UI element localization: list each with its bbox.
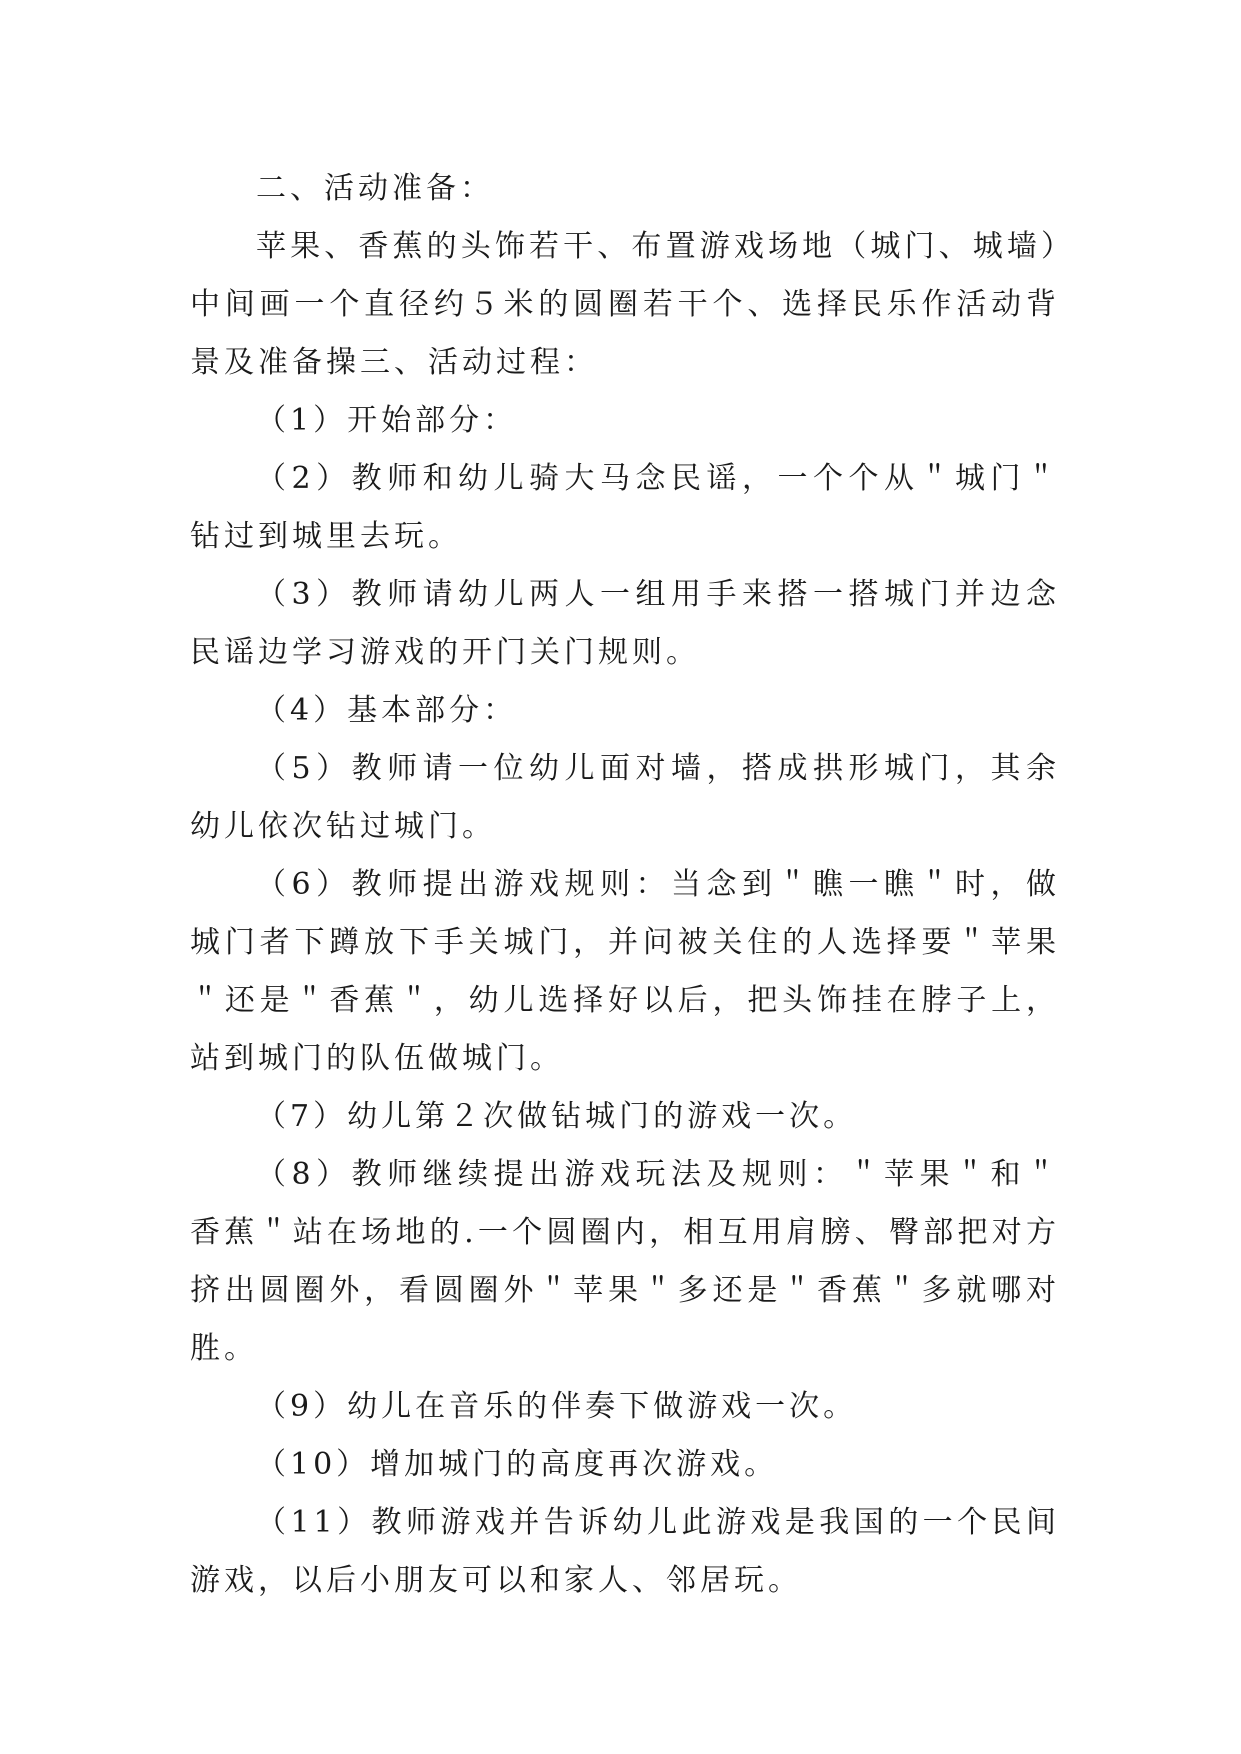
step-6: （6）教师提出游戏规则：当念到＂瞧一瞧＂时，做城门者下蹲放下手关城门，并问被关住的人选择要＂苹果＂还是＂香蕉＂，幼儿选择好以后，把头饰挂在脖子上，站到城门的队伍做城门。 [190,867,1060,1076]
step-2: （2）教师和幼儿骑大马念民谣，一个个从＂城门＂钻过到城里去玩。 [190,461,1060,554]
step-8: （8）教师继续提出游戏玩法及规则：＂苹果＂和＂香蕉＂站在场地的.一个圆圈内，相互用肩膀、臀部把对方挤出圆圈外，看圆圈外＂苹果＂多还是＂香蕉＂多就哪对胜。 [190,1157,1060,1366]
section-heading-preparation: 二、活动准备： [256,171,494,206]
step-5: （5）教师请一位幼儿面对墙，搭成拱形城门，其余幼儿依次钻过城门。 [190,751,1060,844]
step-7: （7）幼儿第２次做钻城门的游戏一次。 [256,1099,858,1134]
step-9: （9）幼儿在音乐的伴奏下做游戏一次。 [256,1389,858,1424]
step-11: （11）教师游戏并告诉幼儿此游戏是我国的一个民间游戏，以后小朋友可以和家人、邻居玩。 [190,1505,1060,1598]
document-body [190,160,1060,1610]
step-3: （3）教师请幼儿两人一组用手来搭一搭城门并边念民谣边学习游戏的开门关门规则。 [190,577,1060,670]
step-10: （10）增加城门的高度再次游戏。 [256,1447,779,1482]
paragraph-materials: 苹果、香蕉的头饰若干、布置游戏场地（城门、城墙）中间画一个直径约５米的圆圈若干个、选择民乐作活动背景及准备操三、活动过程： [190,229,1060,380]
step-4: （4）基本部分： [256,693,518,728]
step-1: （1）开始部分： [256,403,518,438]
